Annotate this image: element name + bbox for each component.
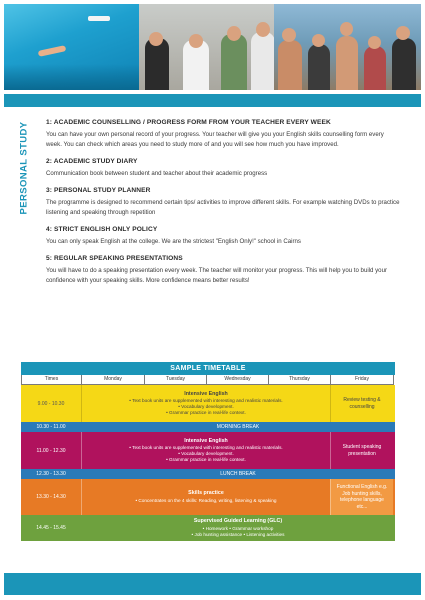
header-tuesday: Tuesday (145, 375, 207, 385)
section-text: Communication book between student and teacher about their academic progress (46, 170, 268, 177)
person-shape (278, 40, 302, 90)
timetable-row-late-afternoon (21, 515, 395, 541)
header-color-bar (4, 94, 421, 107)
section-5 (46, 255, 400, 286)
section-heading: 2: ACADEMIC STUDY DIARY (46, 158, 138, 165)
students-photo (139, 4, 274, 90)
row-lesson (81, 479, 330, 515)
lesson-title: Supervised Guided Learning (GLC) (193, 518, 283, 525)
beach-group-photo (274, 4, 421, 90)
lesson-title: Skills practice (188, 490, 224, 497)
row-time: 11.00 - 12.30 (36, 447, 66, 454)
boat-shape (88, 16, 110, 21)
timetable-row-morning (21, 385, 395, 422)
lesson-item: • Vocabulary development. (178, 451, 234, 457)
section-heading: 5: REGULAR SPEAKING PRESENTATIONS (46, 255, 183, 262)
row-lesson (81, 385, 330, 422)
head-shape (312, 34, 325, 47)
section-2 (46, 158, 400, 179)
person-shape (251, 32, 274, 90)
person-shape (364, 46, 386, 90)
header-thursday: Thursday (269, 375, 331, 385)
lesson-item: • Grammar practice in real-life context. (166, 457, 246, 463)
lesson-title: Intensive English (184, 390, 228, 397)
timetable-header-row (21, 375, 395, 385)
lesson-item: • Text book units are supplemented with interesting and realistic materials. (129, 445, 283, 451)
row-time: 9.00 - 10.30 (21, 385, 81, 422)
timetable-morning-break (21, 422, 395, 432)
header-times: Times (22, 375, 82, 385)
snorkelling-photo (4, 4, 139, 90)
lesson-item: • Text book units are supplemented with interesting and realistic materials. (129, 398, 283, 404)
lesson-item: • Job hunting assistance • Listening activities (191, 531, 285, 537)
head-shape (256, 22, 270, 37)
head-shape (340, 22, 353, 36)
sample-timetable (21, 362, 395, 541)
header-wednesday: Wednesday (207, 375, 269, 385)
row-lesson (81, 432, 330, 469)
footer-color-bar (4, 573, 421, 595)
head-shape (368, 36, 381, 49)
section-heading: 1: ACADEMIC COUNSELLING / PROGRESS FORM FROM YOUR TEACHER EVERY WEEK (46, 119, 331, 126)
header-friday: Friday (331, 375, 394, 385)
photo-banner (4, 4, 421, 90)
head-shape (189, 34, 203, 48)
sidebar-title-text: PERSONAL STUDY (18, 121, 30, 215)
break-time: 12.30 - 13.30 (36, 471, 66, 477)
head-shape (282, 28, 296, 42)
person-shape (336, 36, 358, 90)
section-4 (46, 226, 400, 247)
lesson-item: • Homework • Grammar workshop (202, 525, 274, 531)
friday-cell: Review testing & counselling (330, 385, 393, 422)
break-label: LUNCH BREAK (220, 471, 256, 477)
timetable-row-midday (21, 432, 395, 469)
lesson-item: • Concentrates on the 4 skills: Reading, writing, listening & speaking (135, 497, 277, 503)
section-text: The programme is designed to recommend certain tips/ activities to improve different skills. For example watching DVDs to practice listening and speaking through repetition (46, 199, 400, 216)
head-shape (149, 32, 163, 46)
friday-cell: Functional English e.g. Job hunting skills, telephone language etc... (330, 479, 393, 515)
timetable-title: SAMPLE TIMETABLE (21, 362, 395, 375)
section-text: You can have your own personal record of your progress. Your teacher will give you your English skills counselling form every week. You can check which areas you need to study more of and you will see how much you have improved. (46, 131, 384, 148)
section-heading: 3: PERSONAL STUDY PLANNER (46, 187, 151, 194)
person-shape (221, 34, 247, 90)
break-time: 10.30 - 11.00 (36, 424, 66, 430)
study-sections (46, 119, 400, 294)
header-monday: Monday (82, 375, 145, 385)
lesson-item: • Vocabulary development. (178, 404, 234, 410)
row-lesson (81, 515, 395, 541)
reef-shape (4, 64, 139, 90)
lesson-title: Intensive English (184, 437, 228, 444)
swimmer-shape (38, 45, 67, 57)
head-shape (396, 26, 410, 40)
section-heading: 4: STRICT ENGLISH ONLY POLICY (46, 226, 158, 233)
timetable-row-afternoon (21, 479, 395, 515)
friday-cell: Student speaking presentation (330, 432, 393, 469)
row-time: 13.30 - 14.30 (36, 494, 66, 500)
section-text: You will have to do a speaking presentation every week. The teacher will monitor your progress. This will help you to build your confidence with your speaking skills. More confidence means better results! (46, 267, 387, 284)
head-shape (227, 26, 241, 41)
section-1 (46, 119, 400, 150)
lesson-item: • Grammar practice in real-life context. (166, 410, 246, 416)
person-shape (392, 38, 416, 90)
timetable-lunch-break (21, 469, 395, 479)
row-time: 14.45 - 15.45 (36, 525, 66, 531)
section-text: You can only speak English at the college. We are the strictest "English Only!" school in Cairns (46, 238, 301, 245)
person-shape (308, 44, 330, 90)
section-3 (46, 187, 400, 218)
sidebar-title (12, 118, 36, 218)
break-label: MORNING BREAK (216, 424, 260, 430)
